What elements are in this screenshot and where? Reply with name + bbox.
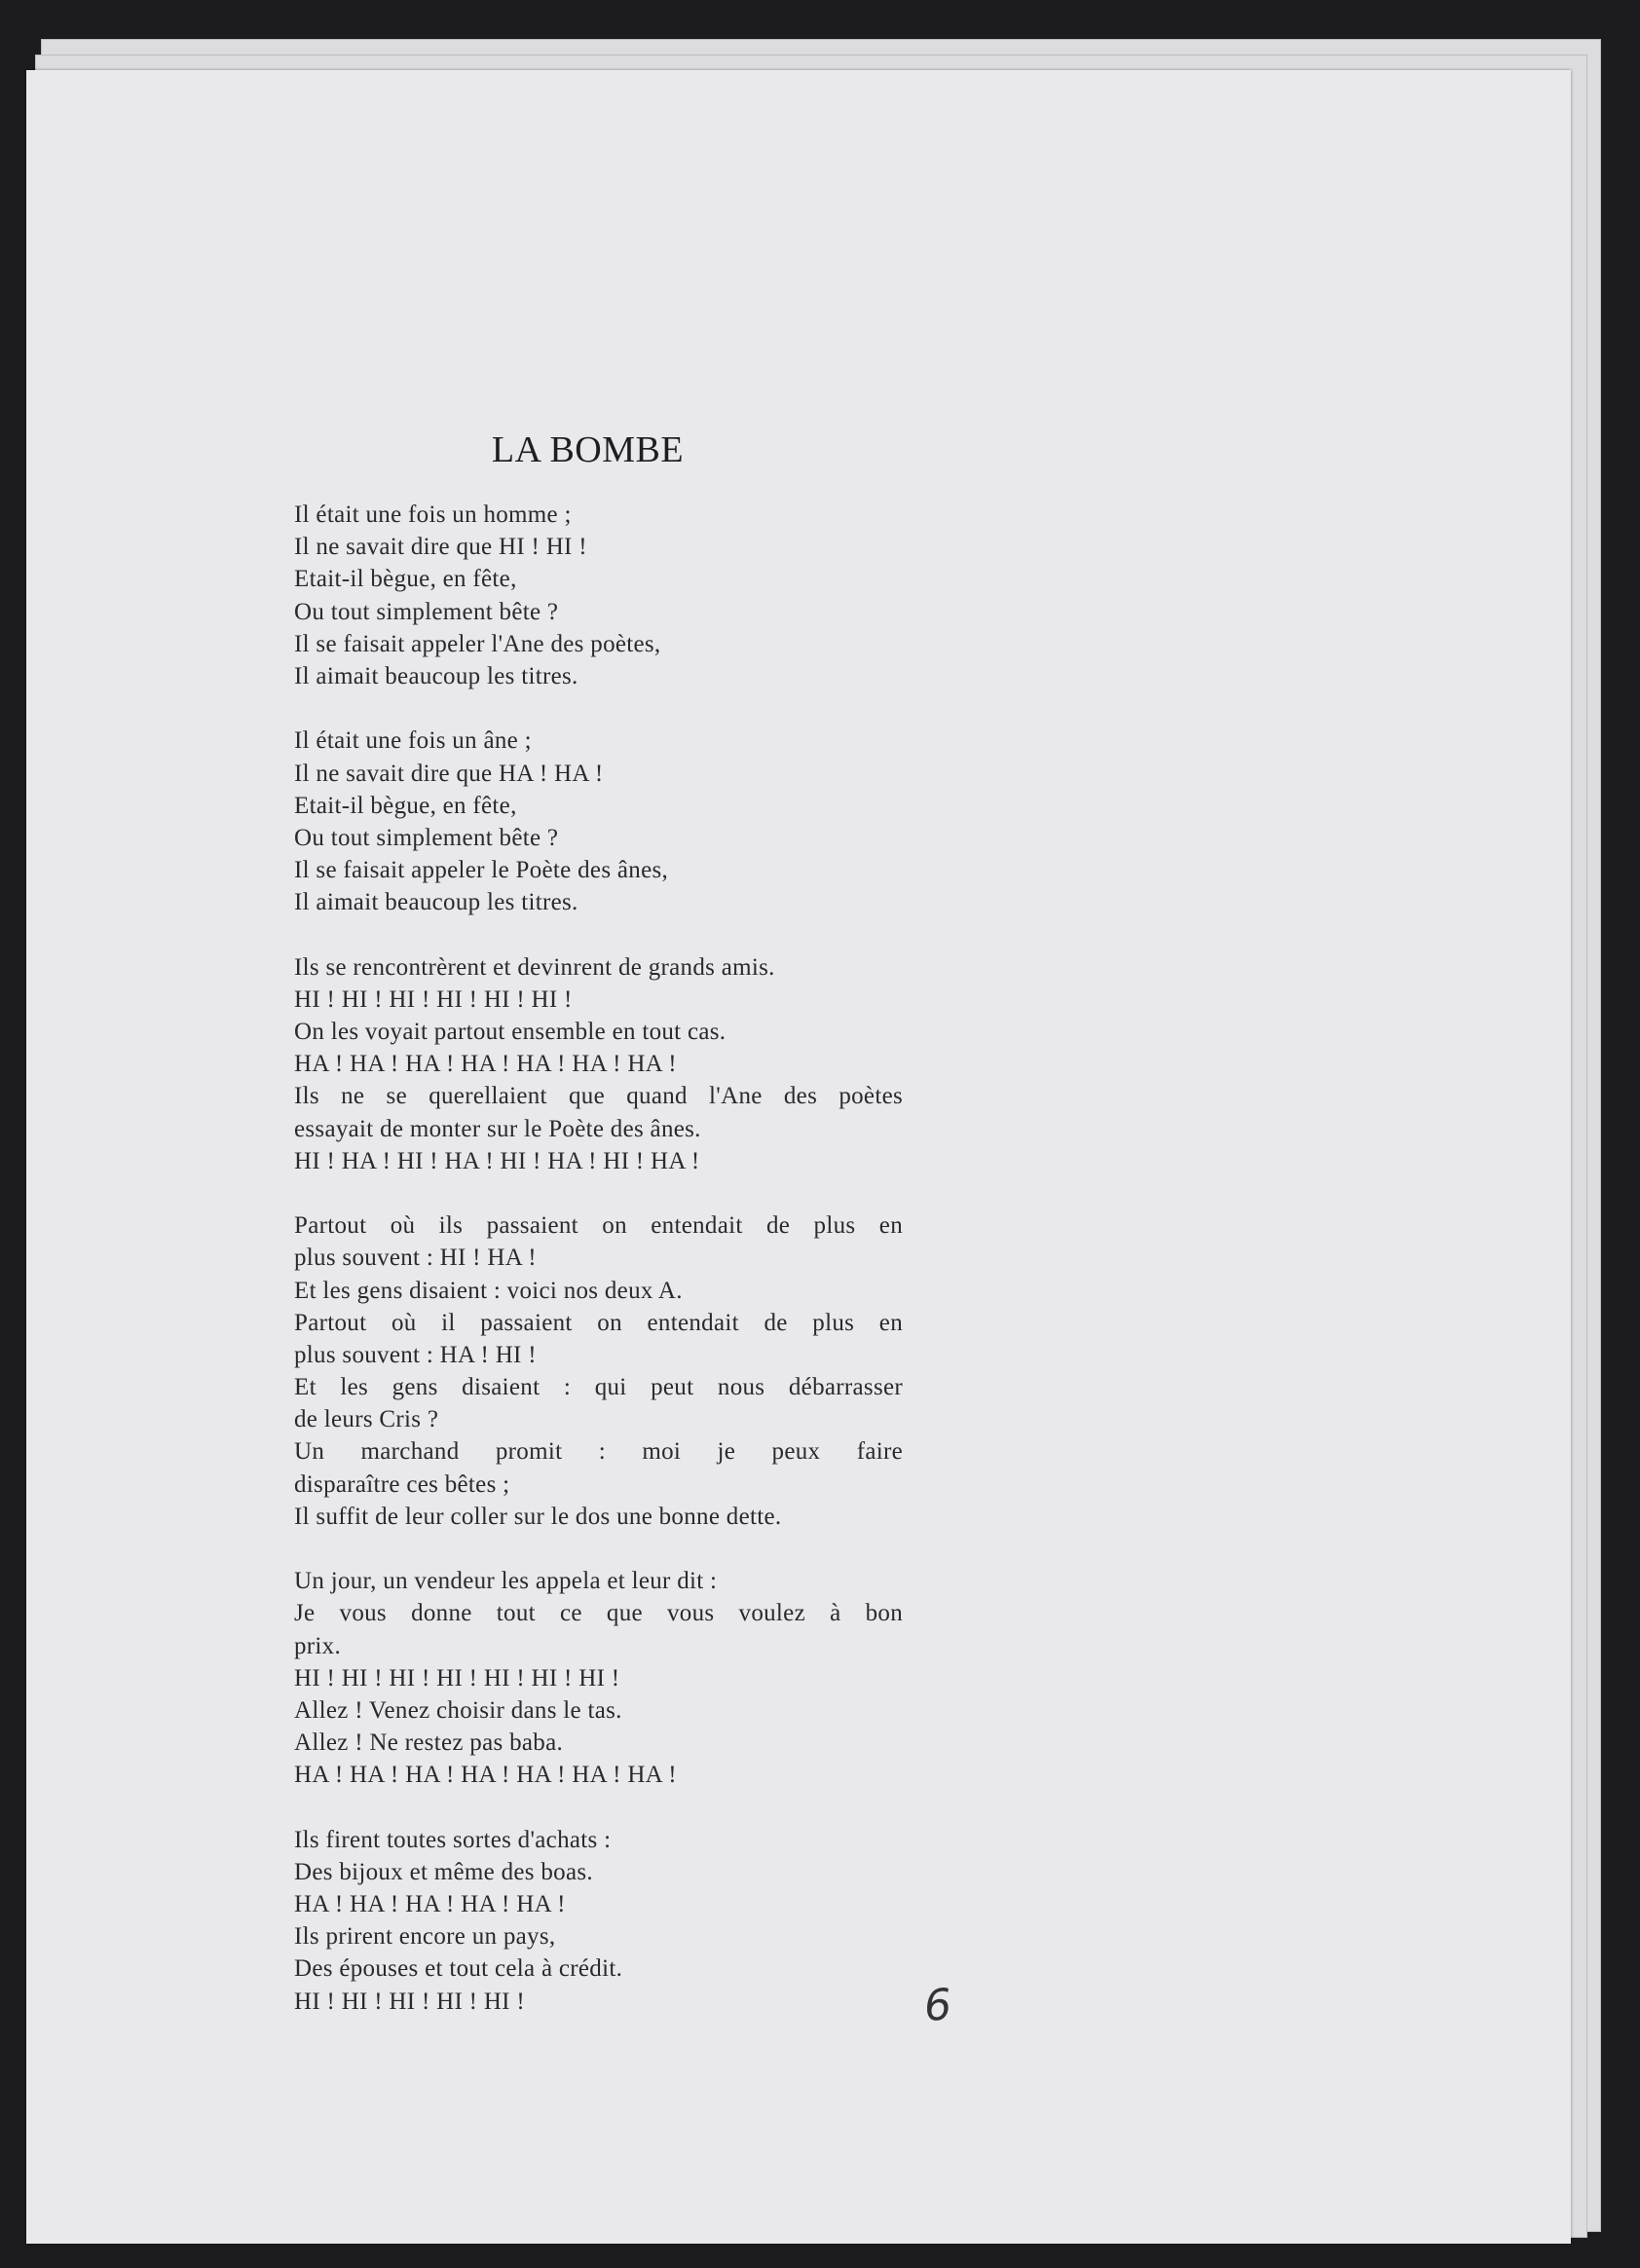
- poem-line: Ou tout simplement bête ?: [294, 598, 559, 625]
- paper-page: [26, 70, 1571, 2244]
- poem-line: Ils ne se querellaient que quand l'Ane des poètes: [294, 1083, 903, 1110]
- poem-line: HA ! HA ! HA ! HA ! HA ! HA ! HA !: [294, 1051, 677, 1078]
- poem-line: Et les gens disaient : voici nos deux A.: [294, 1277, 683, 1304]
- poem-line: Il aimait beaucoup les titres.: [294, 662, 578, 689]
- poem-line: HI ! HI ! HI ! HI ! HI !: [294, 1988, 525, 2015]
- poem-line: Ils prirent encore un pays,: [294, 1923, 556, 1951]
- poem-line: Ils firent toutes sortes d'achats :: [294, 1826, 612, 1853]
- stanza-break: [294, 692, 903, 725]
- poem-line: disparaître ces bêtes ;: [294, 1470, 510, 1498]
- poem-line: Ils se rencontrèrent et devinrent de grands amis.: [294, 953, 775, 981]
- poem-line: de leurs Cris ?: [294, 1406, 439, 1433]
- poem-line: HA ! HA ! HA ! HA ! HA !: [294, 1891, 566, 1918]
- poem-line: Un marchand promit : moi je peux faire: [294, 1438, 903, 1466]
- poem-line: Il se faisait appeler l'Ane des poètes,: [294, 630, 661, 657]
- poem-line: Il aimait beaucoup les titres.: [294, 889, 578, 916]
- handwritten-page-number: 6: [922, 1980, 953, 2031]
- stanza-break: [294, 1792, 903, 1824]
- poem-line: Et les gens disaient : qui peut nous débarrasser: [294, 1374, 903, 1401]
- poem-line: essayait de monter sur le Poète des ânes.: [294, 1115, 701, 1142]
- poem-line: Des épouses et tout cela à crédit.: [294, 1955, 623, 1983]
- stanza-break: [294, 1533, 903, 1565]
- poem-line: Partout où ils passaient on entendait de plus en: [294, 1212, 903, 1240]
- poem-line: On les voyait partout ensemble en tout cas.: [294, 1019, 727, 1045]
- poem-title: LA BOMBE: [491, 429, 685, 470]
- poem-line: Des bijoux et même des boas.: [294, 1858, 593, 1885]
- poem-line: Etait-il bègue, en fête,: [294, 566, 517, 593]
- poem-line: Il suffit de leur coller sur le dos une bonne dette.: [294, 1503, 782, 1530]
- poem-line: Un jour, un vendeur les appela et leur dit :: [294, 1568, 718, 1595]
- poem-line: Il ne savait dire que HA ! HA !: [294, 760, 604, 787]
- poem-line: Il était une fois un homme ;: [294, 502, 572, 528]
- poem-line: plus souvent : HA ! HI !: [294, 1341, 537, 1368]
- poem-line: prix.: [294, 1632, 342, 1659]
- poem-body: [294, 499, 903, 2018]
- poem-line: HA ! HA ! HA ! HA ! HA ! HA ! HA !: [294, 1762, 677, 1789]
- poem-line: HI ! HI ! HI ! HI ! HI ! HI ! HI !: [294, 1664, 620, 1692]
- poem-line: Je vous donne tout ce que vous voulez à bon: [294, 1600, 903, 1627]
- poem-line: Il était une fois un âne ;: [294, 727, 532, 755]
- stanza-break: [294, 1177, 903, 1209]
- poem-line: Il se faisait appeler le Poète des ânes,: [294, 857, 669, 884]
- poem-line: Allez ! Ne restez pas baba.: [294, 1729, 564, 1757]
- poem-line: Ou tout simplement bête ?: [294, 824, 559, 851]
- poem-line: Partout où il passaient on entendait de plus en: [294, 1309, 903, 1336]
- stanza-break: [294, 918, 903, 950]
- poem-line: Etait-il bègue, en fête,: [294, 792, 517, 819]
- poem-line: HI ! HI ! HI ! HI ! HI ! HI !: [294, 985, 573, 1013]
- poem-line: plus souvent : HI ! HA !: [294, 1245, 537, 1272]
- poem-line: HI ! HA ! HI ! HA ! HI ! HA ! HI ! HA !: [294, 1147, 700, 1174]
- poem-line: Allez ! Venez choisir dans le tas.: [294, 1696, 622, 1724]
- poem-line: Il ne savait dire que HI ! HI !: [294, 534, 587, 561]
